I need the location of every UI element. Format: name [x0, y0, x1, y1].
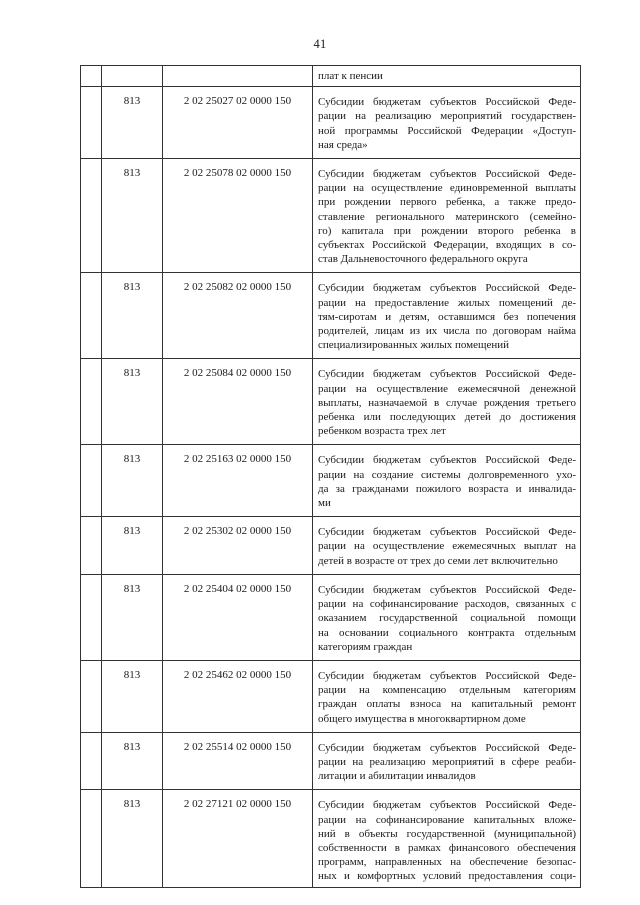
- text-line: ных и комфортных условий предоставления соци-: [318, 870, 576, 883]
- text-line: Субсидии бюджетам субъектов Российской Феде-: [318, 454, 576, 467]
- text-line: на основании социального контракта отдельным: [318, 626, 576, 639]
- kbk-code-cell: 2 02 25462 02 0000 150: [163, 660, 313, 732]
- income-name-cell: [313, 732, 581, 790]
- text-line: Субсидии бюджетам субъектов Российской Феде-: [318, 282, 576, 295]
- admin-code-cell: 813: [102, 790, 163, 887]
- page-number: 41: [313, 37, 327, 51]
- kbk-code-cell: 2 02 25027 02 0000 150: [163, 87, 313, 159]
- text-line: ставление регионального материнского (семейно-: [318, 210, 576, 223]
- number-cell: [81, 359, 102, 445]
- text-line: рации на реализацию мероприятий в сфере реаби-: [318, 755, 576, 768]
- text-line: оказанием государственной социальной помощи: [318, 612, 576, 625]
- admin-code-cell: 813: [102, 87, 163, 159]
- text-line: детей в возрасте от трех до семи лет включительно: [318, 554, 558, 567]
- kbk-code-cell: [163, 66, 313, 87]
- text-line: выплаты, назначаемой в случае рождения третьего: [318, 396, 576, 409]
- text-line: рации на софинансирование капитальных вложе-: [318, 813, 576, 826]
- text-line: ний в объекты государственной (муниципальной): [318, 827, 576, 840]
- kbk-code-cell: 2 02 25514 02 0000 150: [163, 732, 313, 790]
- kbk-code-cell: 2 02 25084 02 0000 150: [163, 359, 313, 445]
- text-line: собственности в рамках финансового обеспечения: [318, 841, 576, 854]
- table-row: [81, 445, 581, 517]
- text-line: рации на осуществление единовременной выплаты: [318, 182, 576, 195]
- kbk-code-cell: 2 02 25082 02 0000 150: [163, 273, 313, 359]
- income-name-cell: [313, 273, 581, 359]
- text-line: тям-сиротам и детям, оставшимся без попечения: [318, 310, 576, 323]
- table-row: [81, 732, 581, 790]
- text-line: рации на реализацию мероприятий государствен-: [318, 110, 576, 123]
- text-line: ребенка или последующих детей до достижения: [318, 411, 576, 424]
- text-line: общего имущества в многоквартирном доме: [318, 712, 526, 725]
- kbk-code-cell: 2 02 25163 02 0000 150: [163, 445, 313, 517]
- income-name-cell: [313, 66, 581, 87]
- number-cell: [81, 732, 102, 790]
- income-name-cell: [313, 159, 581, 273]
- number-cell: [81, 87, 102, 159]
- table-row: [81, 66, 581, 87]
- text-line: ми: [318, 497, 331, 510]
- kbk-code-cell: 2 02 25078 02 0000 150: [163, 159, 313, 273]
- number-cell: [81, 517, 102, 575]
- admin-code-cell: 813: [102, 574, 163, 660]
- number-cell: [81, 66, 102, 87]
- budget-classification-table: [80, 65, 581, 888]
- admin-code-cell: 813: [102, 445, 163, 517]
- text-line: специализированных жилых помещений: [318, 339, 510, 352]
- kbk-code-cell: 2 02 25404 02 0000 150: [163, 574, 313, 660]
- number-cell: [81, 273, 102, 359]
- number-cell: [81, 660, 102, 732]
- number-cell: [81, 159, 102, 273]
- admin-code-cell: 813: [102, 359, 163, 445]
- table-row: [81, 359, 581, 445]
- text-line: литации и абилитации инвалидов: [318, 770, 476, 783]
- number-cell: [81, 574, 102, 660]
- text-line: Субсидии бюджетам субъектов Российской Феде-: [318, 368, 576, 381]
- table-row: [81, 517, 581, 575]
- income-name-cell: [313, 574, 581, 660]
- text-line: категориям граждан: [318, 640, 413, 653]
- table-row: [81, 574, 581, 660]
- text-line: рации на осуществление ежемесячной денежной: [318, 382, 576, 395]
- table-row: [81, 159, 581, 273]
- table-row: [81, 87, 581, 159]
- income-name-cell: [313, 87, 581, 159]
- text-line: Субсидии бюджетам субъектов Российской Феде-: [318, 669, 576, 682]
- income-name-cell: [313, 790, 581, 887]
- number-cell: [81, 445, 102, 517]
- text-line: ная среда»: [318, 138, 368, 151]
- text-line: Субсидии бюджетам субъектов Российской Феде-: [318, 526, 576, 539]
- text-line: рации на предоставление жилых помещений де-: [318, 296, 576, 309]
- admin-code-cell: 813: [102, 660, 163, 732]
- text-line: родителей, лицам из их числа по договорам найма: [318, 325, 576, 338]
- text-line: рации на софинансирование расходов, связанных с: [318, 598, 576, 611]
- text-line: субъектах Российской Федерации, входящих в со-: [318, 239, 576, 252]
- income-name-cell: [313, 660, 581, 732]
- text-line: став Дальневосточного федерального округа: [318, 253, 528, 266]
- text-line: го) капитала при рождении второго ребенка в: [318, 224, 576, 237]
- text-line: плат к пенсии: [318, 70, 383, 82]
- text-line: рации на осуществление ежемесячных выплат на: [318, 540, 576, 553]
- kbk-code-cell: 2 02 25302 02 0000 150: [163, 517, 313, 575]
- table-row: [81, 660, 581, 732]
- admin-code-cell: 813: [102, 273, 163, 359]
- text-line: рации на компенсацию отдельным категориям: [318, 684, 576, 697]
- table-row: [81, 790, 581, 887]
- text-line: Субсидии бюджетам субъектов Российской Феде-: [318, 741, 576, 754]
- text-line: да за гражданами пожилого возраста и инвалида-: [318, 482, 576, 495]
- text-line: Субсидии бюджетам субъектов Российской Феде-: [318, 168, 576, 181]
- text-line: ной программы Российской Федерации «Доступ-: [318, 124, 576, 137]
- admin-code-cell: 813: [102, 732, 163, 790]
- table-row: [81, 273, 581, 359]
- income-name-cell: [313, 359, 581, 445]
- kbk-code-cell: 2 02 27121 02 0000 150: [163, 790, 313, 887]
- number-cell: [81, 790, 102, 887]
- income-name-cell: [313, 517, 581, 575]
- text-line: Субсидии бюджетам субъектов Российской Феде-: [318, 799, 576, 812]
- admin-code-cell: 813: [102, 517, 163, 575]
- text-line: рации на создание системы долговременного ухо-: [318, 468, 576, 481]
- text-line: Субсидии бюджетам субъектов Российской Феде-: [318, 96, 576, 109]
- text-line: при рождении первого ребенка, а также предо-: [318, 196, 576, 209]
- income-name-cell: [313, 445, 581, 517]
- text-line: программ, направленных на обеспечение безопас-: [318, 856, 576, 869]
- admin-code-cell: [102, 66, 163, 87]
- admin-code-cell: 813: [102, 159, 163, 273]
- text-line: граждан оплаты взноса на капитальный ремонт: [318, 698, 576, 711]
- text-line: Субсидии бюджетам субъектов Российской Феде-: [318, 583, 576, 596]
- text-line: ребенком возраста трех лет: [318, 425, 446, 438]
